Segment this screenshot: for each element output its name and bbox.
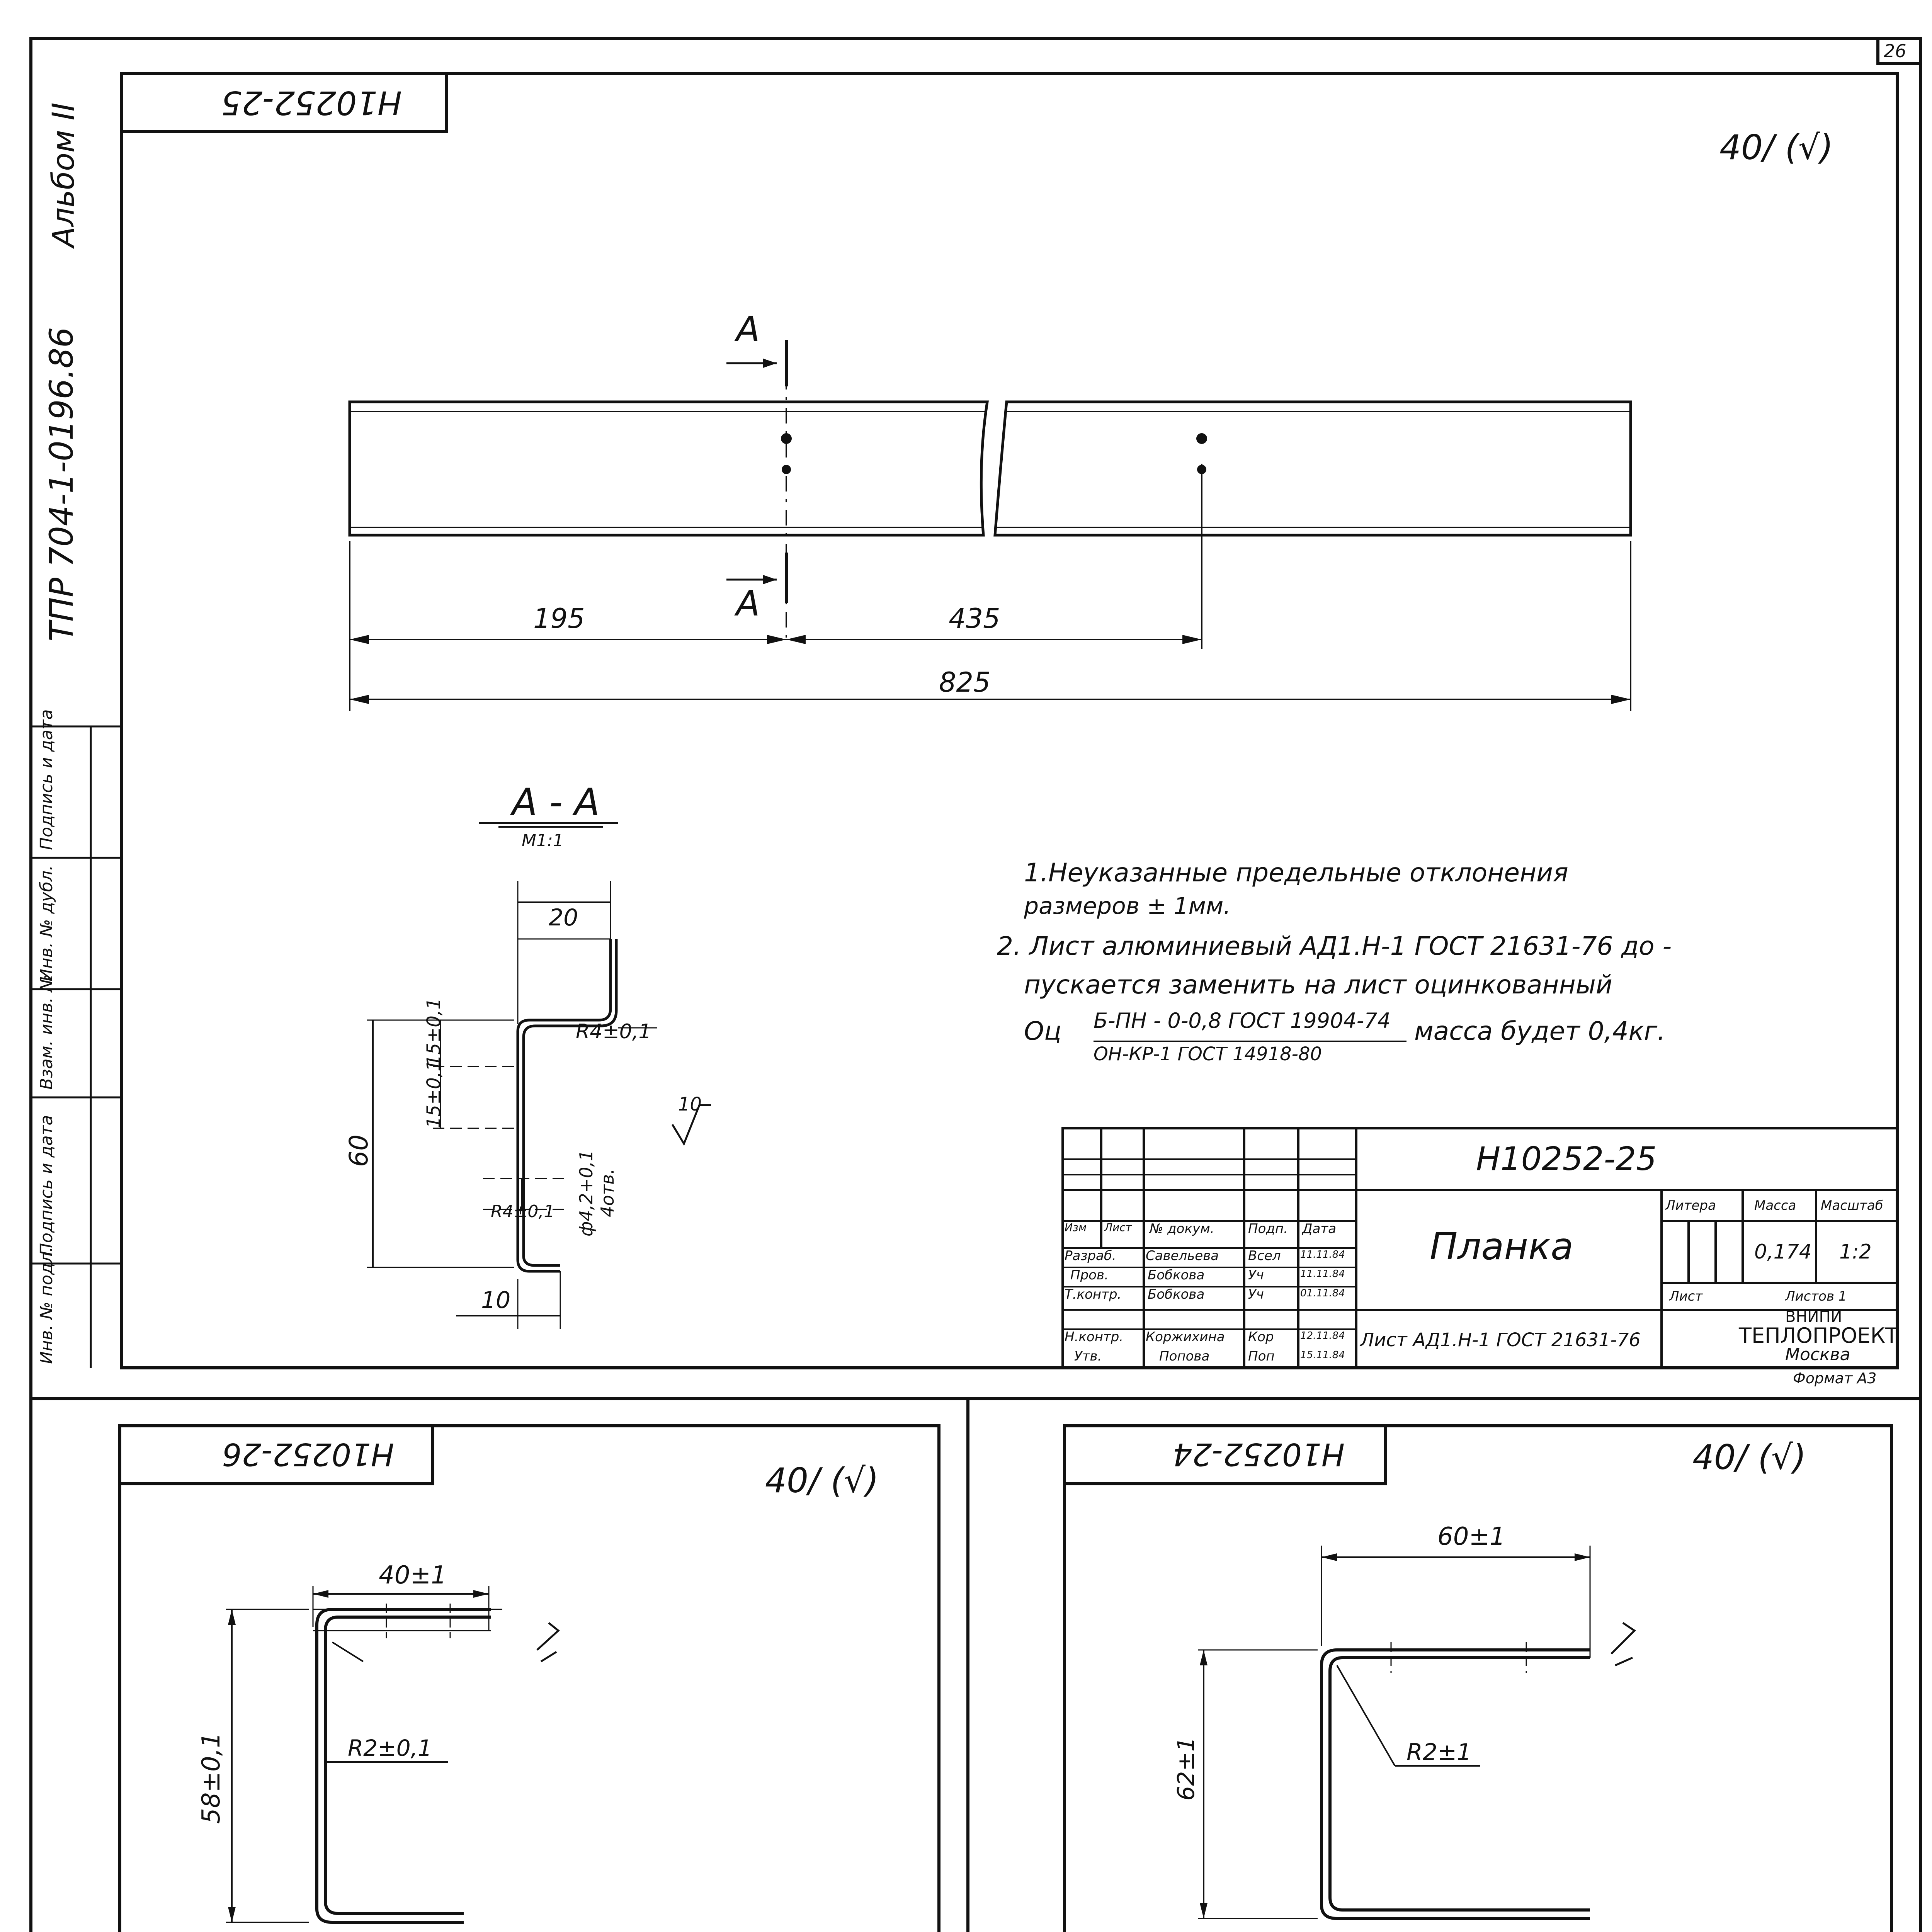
sec-dim-15a: 15±0,1 [423,1060,445,1128]
tb25-utv: Утв. [1074,1349,1102,1364]
tb25-list: Лист [1669,1289,1703,1304]
s24-dim-h: 62±1 [1173,1737,1200,1801]
sec-dim-hole: ф4,2+0,1 [576,1150,597,1236]
s24-dim-r: R2±1 [1406,1739,1472,1766]
sec-dim-r-top: R4±0,1 [576,1020,651,1043]
code-tab-24: Н10252-24 [1172,1436,1345,1472]
tb25-mass-h: Масса [1754,1198,1796,1213]
tb25-tkontr-name: Бобкова [1148,1287,1205,1302]
note-2-mass: масса будет 0,4кг. [1414,1016,1666,1046]
page-number: 26 [1884,41,1906,61]
section-mark-top: А [736,309,760,350]
tb25-date5: 15.11.84 [1300,1349,1345,1361]
tb25-date2: 11.11.84 [1300,1268,1345,1280]
tb25-h-doc: № докум. [1150,1221,1214,1236]
tb25-mass: 0,174 [1754,1240,1812,1264]
stamp-orig-inv-1: Инв. № подл. [37,1247,56,1364]
tb25-h-podp: Подп. [1248,1221,1288,1236]
s24-dim-w: 60±1 [1437,1522,1505,1551]
tb25-date3: 01.11.84 [1300,1287,1345,1299]
roughness-25: 40/ (√) [1719,128,1833,167]
sec-dim-r-bottom: R4±0,1 [491,1202,555,1221]
tb25-scale: 1:2 [1839,1240,1872,1264]
margin-album: Альбом II [46,102,81,247]
note-2a: 2. Лист алюминиевый АД1.Н-1 ГОСТ 21631-76 до - [997,931,1672,961]
roughness-26: 40/ (√) [765,1461,879,1500]
tb25-sig2: Уч [1248,1267,1264,1283]
s26-dim-h: 58±0,1 [197,1732,226,1824]
dim-825: 825 [939,667,991,698]
tb25-scale-h: Масштаб [1821,1198,1883,1213]
dim-195: 195 [533,603,585,634]
section-mark-bottom: А [736,583,760,624]
tb25-org1: ВНИПИ [1785,1308,1842,1326]
tb25-razrab: Разраб. [1065,1248,1116,1264]
tb25-sig5: Поп [1248,1349,1275,1364]
tb25-sig4: Кор [1248,1329,1274,1345]
stamp-dup-inv-1: Инв. № дубл. [37,865,56,981]
tb25-date1: 11.11.84 [1300,1249,1345,1260]
tb25-sig1: Всел [1248,1248,1281,1264]
note-2-denominator: ОН-КР-1 ГОСТ 14918-80 [1094,1043,1322,1065]
tb25-tkontr: Т.контр. [1065,1287,1122,1302]
sec-dim-20: 20 [549,904,578,931]
stamp-signature-date-2: Подпись и дата [37,1115,56,1256]
tb25-format: Формат А3 [1793,1370,1877,1387]
tb25-org2: ТЕПЛОПРОЕКТ [1739,1323,1898,1348]
tb25-razrab-name: Савельева [1146,1248,1219,1264]
stamp-replace-inv-1: Взам. инв. № [37,974,56,1090]
s26-dim-r: R2±0,1 [348,1735,432,1761]
note-1b: размеров ± 1мм. [1024,893,1231,920]
stamp-signature-date-1: Подпись и дата [37,709,56,850]
note-2-numerator: Б-ПН - 0-0,8 ГОСТ 19904-74 [1094,1009,1391,1033]
tb25-material: Лист АД1.Н-1 ГОСТ 21631-76 [1360,1329,1641,1351]
tb25-litera-h: Литера [1665,1198,1716,1213]
tb25-utv-name: Попова [1159,1349,1210,1364]
s26-dim-w: 40±1 [379,1561,447,1590]
dim-435: 435 [949,603,1000,634]
section-scale: М1:1 [522,831,564,850]
tb25-nkontr: Н.контр. [1065,1329,1124,1345]
sec-dim-15b: 15±0,1 [423,998,445,1066]
note-2b: пускается заменить на лист оцинкованный [1024,970,1612,1000]
code-tab-26: Н10252-26 [222,1436,394,1472]
sec-dim-hole-count: 4отв. [597,1168,618,1217]
tb25-sig3: Уч [1248,1287,1264,1302]
tb25-name: Планка [1430,1225,1573,1268]
note-2-oc: Оц [1024,1016,1061,1046]
tb25-nkontr-name: Коржихина [1146,1329,1225,1345]
tb25-h-data: Дата [1302,1221,1337,1236]
sec-dim-10: 10 [481,1287,511,1314]
tb25-h-list: Лист [1104,1221,1132,1234]
margin-project: ТПР 704-1-0196.86 [43,327,80,641]
tb25-prov-name: Бобкова [1148,1267,1205,1283]
roughness-24: 40/ (√) [1692,1437,1806,1477]
section-title: А - А [512,781,600,824]
tb25-prov: Пров. [1070,1267,1109,1283]
sec-rough-10: 10 [678,1094,702,1115]
tb25-date4: 12.11.84 [1300,1330,1345,1342]
note-1a: 1.Неуказанные предельные отклонения [1024,858,1568,888]
tb25-code: Н10252-25 [1476,1140,1657,1178]
sec-dim-60: 60 [344,1134,374,1167]
code-tab-25: Н10252-25 [221,84,402,122]
tb25-h-izm: Изм [1065,1221,1087,1234]
tb25-org3: Москва [1785,1345,1850,1364]
tb25-listov: Листов 1 [1785,1289,1847,1304]
